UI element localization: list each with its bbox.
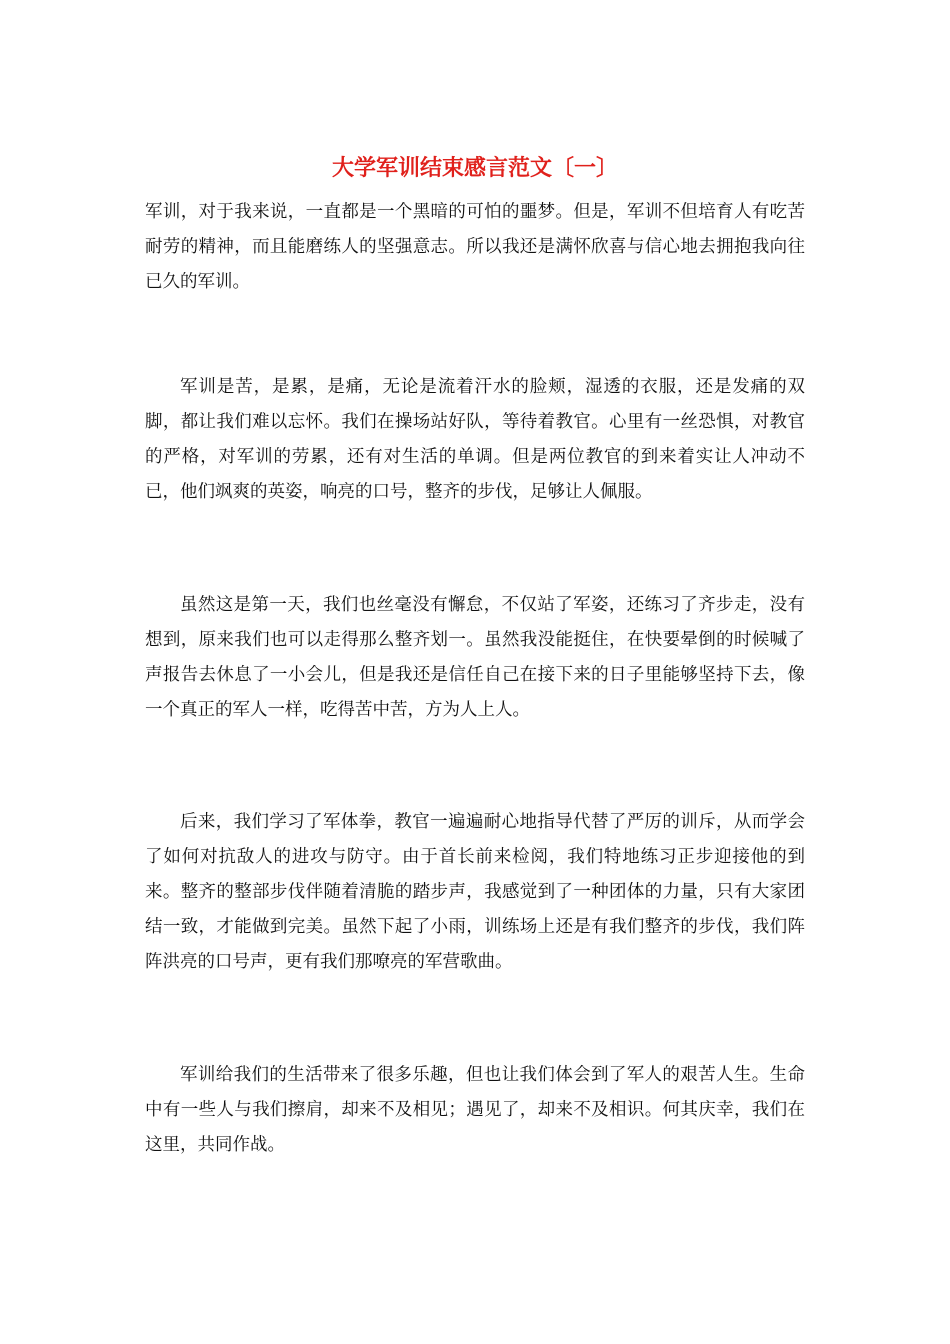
document-title: 大学军训结束感言范文〔一〕	[331, 155, 618, 181]
paragraph-4: 后来，我们学习了军体拳，教官一遍遍耐心地指导代替了严厉的训斥，从而学会了如何对抗敌人的进攻与防守。由于首长前来检阅，我们特地练习正步迎接他的到来。整齐的整部步伐伴随着清脆的踏步声，我感觉到了一种团体的力量，只有大家团结一致，才能做到完美。虽然下起了小雨，训练场上还是有我们整齐的步伐，我们阵阵洪亮的口号声，更有我们那嘹亮的军营歌曲。	[145, 812, 805, 972]
paragraph-1: 军训，对于我来说，一直都是一个黑暗的可怕的噩梦。但是，军训不但培育人有吃苦耐劳的精神，而且能磨练人的坚强意志。所以我还是满怀欣喜与信心地去拥抱我向往已久的军训。	[145, 202, 805, 292]
paragraph-2: 军训是苦，是累，是痛，无论是流着汗水的脸颊，湿透的衣服，还是发痛的双脚，都让我们难以忘怀。我们在操场站好队，等待着教官。心里有一丝恐惧，对教官的严格，对军训的劳累，还有对生活的单调。但是两位教官的到来着实让人冲动不已，他们飒爽的英姿，响亮的口号，整齐的步伐，足够让人佩服。	[145, 377, 805, 502]
paragraph-5: 军训给我们的生活带来了很多乐趣，但也让我们体会到了军人的艰苦人生。生命中有一些人与我们擦肩，却来不及相见；遇见了，却来不及相识。何其庆幸，我们在这里，共同作战。	[145, 1065, 805, 1155]
paragraph-3: 虽然这是第一天，我们也丝毫没有懈怠，不仅站了军姿，还练习了齐步走，没有想到，原来我们也可以走得那么整齐划一。虽然我没能挺住，在快要晕倒的时候喊了声报告去休息了一小会儿，但是我还是信任自己在接下来的日子里能够坚持下去，像一个真正的军人一样，吃得苦中苦，方为人上人。	[145, 595, 805, 720]
